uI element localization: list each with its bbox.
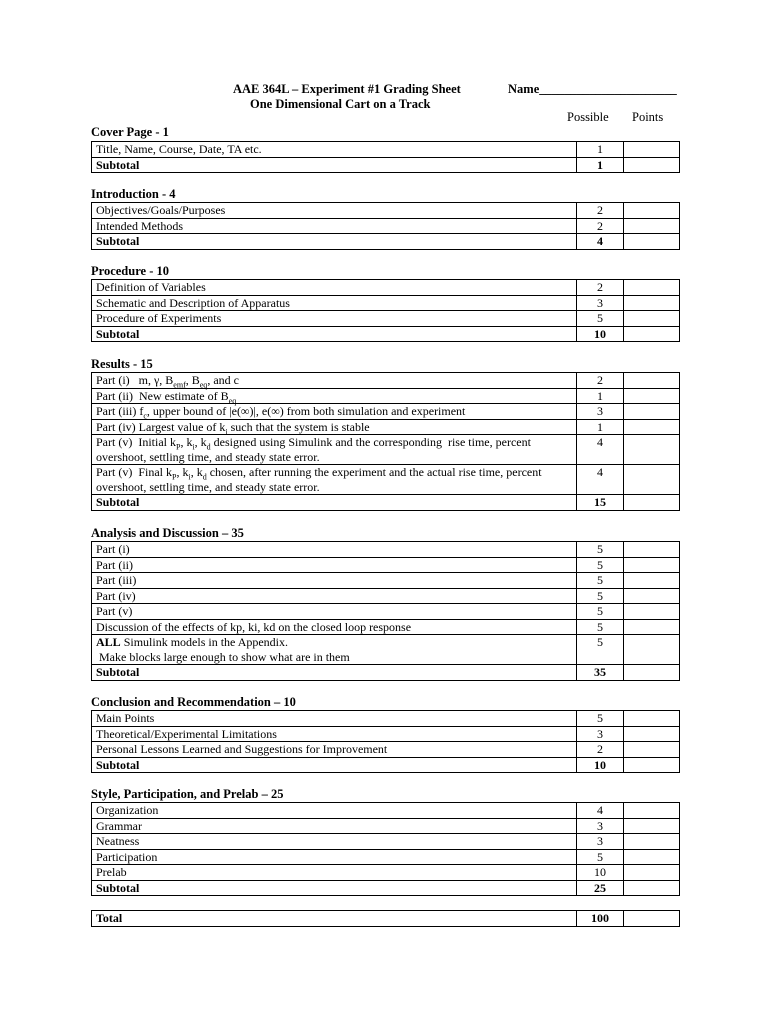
- row-label: Participation: [92, 849, 577, 865]
- row-possible: 1: [577, 388, 624, 404]
- subtotal-points-cell[interactable]: [624, 495, 680, 511]
- row-label: Definition of Variables: [92, 280, 577, 296]
- row-possible: 4: [577, 465, 624, 495]
- section-title-procedure: Procedure - 10: [91, 264, 169, 278]
- row-possible: 5: [577, 573, 624, 589]
- table-row: [92, 588, 680, 604]
- points-cell[interactable]: [624, 419, 680, 435]
- row-label: Intended Methods: [92, 218, 577, 234]
- subtotal-points-cell[interactable]: [624, 234, 680, 250]
- row-possible: 2: [577, 373, 624, 389]
- subtotal-possible: 4: [577, 234, 624, 250]
- table-row: [92, 803, 680, 819]
- subtotal-points-cell[interactable]: [624, 880, 680, 896]
- subtotal-possible: 35: [577, 665, 624, 681]
- row-possible: 5: [577, 604, 624, 620]
- row-possible: 5: [577, 849, 624, 865]
- subtotal-label: Subtotal: [92, 157, 577, 173]
- sheet-subtitle: One Dimensional Cart on a Track: [250, 97, 431, 111]
- points-cell[interactable]: [624, 142, 680, 158]
- section-title-results: Results - 15: [91, 357, 153, 371]
- table-conclusion: [91, 710, 680, 773]
- table-row: [92, 404, 680, 420]
- row-label: Procedure of Experiments: [92, 311, 577, 327]
- row-possible: 3: [577, 818, 624, 834]
- row-possible: 5: [577, 557, 624, 573]
- table-row: [92, 542, 680, 558]
- subtotal-label: Subtotal: [92, 757, 577, 773]
- row-label: Part (v): [92, 604, 577, 620]
- row-label: Organization: [92, 803, 577, 819]
- subtotal-points-cell[interactable]: [624, 326, 680, 342]
- points-cell[interactable]: [624, 849, 680, 865]
- row-label: Personal Lessons Learned and Suggestions for Improvement: [92, 742, 577, 758]
- points-cell[interactable]: [624, 373, 680, 389]
- row-possible: 4: [577, 435, 624, 465]
- table-row: [92, 573, 680, 589]
- subtotal-label: Subtotal: [92, 234, 577, 250]
- table-row: [92, 419, 680, 435]
- row-label: Part (i): [92, 542, 577, 558]
- row-possible: 2: [577, 280, 624, 296]
- subtotal-label: Subtotal: [92, 880, 577, 896]
- row-label: Part (iv): [92, 588, 577, 604]
- table-row: [92, 435, 680, 465]
- points-cell[interactable]: [624, 818, 680, 834]
- table-row: [92, 142, 680, 158]
- table-row: [92, 203, 680, 219]
- table-procedure: [91, 279, 680, 342]
- table-row: [92, 865, 680, 881]
- table-row: [92, 373, 680, 389]
- points-cell[interactable]: [624, 218, 680, 234]
- table-row: [92, 218, 680, 234]
- points-cell[interactable]: [624, 404, 680, 420]
- subtotal-label: Subtotal: [92, 326, 577, 342]
- row-possible: 5: [577, 619, 624, 635]
- total-label: Total: [92, 911, 577, 927]
- points-cell[interactable]: [624, 834, 680, 850]
- row-label: ALL Simulink models in the Appendix. Make blocks large enough to show what are in them: [92, 635, 577, 665]
- table-row: [92, 465, 680, 495]
- row-possible: 4: [577, 803, 624, 819]
- section-title-conclusion: Conclusion and Recommendation – 10: [91, 695, 296, 709]
- subtotal-row: [92, 234, 680, 250]
- points-cell[interactable]: [624, 726, 680, 742]
- points-cell[interactable]: [624, 573, 680, 589]
- table-total: [91, 910, 680, 927]
- subtotal-label: Subtotal: [92, 495, 577, 511]
- row-label: Title, Name, Course, Date, TA etc.: [92, 142, 577, 158]
- points-cell[interactable]: [624, 557, 680, 573]
- table-row: [92, 834, 680, 850]
- row-possible: 3: [577, 726, 624, 742]
- row-label: Part (iv) Largest value of $k_i$ such that the system is stable: [92, 419, 577, 435]
- row-possible: 2: [577, 742, 624, 758]
- subtotal-row: [92, 880, 680, 896]
- section-title-style-participation: Style, Participation, and Prelab – 25: [91, 787, 284, 801]
- row-label: Neatness: [92, 834, 577, 850]
- table-analysis-discussion: [91, 541, 680, 681]
- total-row: [92, 911, 680, 927]
- section-title-introduction: Introduction - 4: [91, 187, 176, 201]
- subtotal-possible: 25: [577, 880, 624, 896]
- total-possible: 100: [577, 911, 624, 927]
- subtotal-possible: 10: [577, 326, 624, 342]
- subtotal-row: [92, 495, 680, 511]
- row-label: Part (iii) $f_c$, upper bound of |e(∞)|, e(∞) from both simulation and experiment: [92, 404, 577, 420]
- table-row: [92, 388, 680, 404]
- points-cell[interactable]: [624, 388, 680, 404]
- table-row: [92, 604, 680, 620]
- subtotal-possible: 10: [577, 757, 624, 773]
- points-cell[interactable]: [624, 295, 680, 311]
- row-possible: 3: [577, 404, 624, 420]
- table-cover-page: [91, 141, 680, 173]
- table-row: [92, 742, 680, 758]
- row-label: Discussion of the effects of kp, ki, kd on the closed loop response: [92, 619, 577, 635]
- total-points-cell[interactable]: [624, 911, 680, 927]
- row-possible: 5: [577, 711, 624, 727]
- points-cell[interactable]: [624, 203, 680, 219]
- row-possible: 5: [577, 311, 624, 327]
- table-row: [92, 557, 680, 573]
- table-row: [92, 818, 680, 834]
- section-title-cover-page: Cover Page - 1: [91, 125, 169, 139]
- table-row: [92, 280, 680, 296]
- row-possible: 3: [577, 295, 624, 311]
- table-row: [92, 635, 680, 665]
- table-row: [92, 295, 680, 311]
- row-label: Part (iii): [92, 573, 577, 589]
- subtotal-possible: 1: [577, 157, 624, 173]
- subtotal-row: [92, 326, 680, 342]
- name-field-label: Name______________________: [508, 82, 677, 96]
- table-row: [92, 711, 680, 727]
- subtotal-points-cell[interactable]: [624, 157, 680, 173]
- points-cell[interactable]: [624, 588, 680, 604]
- row-label: Part (ii): [92, 557, 577, 573]
- row-label: Part (i) m, γ, $B_{emf}$, $B_{eq}$, and c: [92, 373, 577, 389]
- table-introduction: [91, 202, 680, 250]
- points-cell[interactable]: [624, 280, 680, 296]
- subtotal-row: [92, 157, 680, 173]
- subtotal-points-cell[interactable]: [624, 757, 680, 773]
- table-row: [92, 619, 680, 635]
- row-label: Grammar: [92, 818, 577, 834]
- row-possible: 10: [577, 865, 624, 881]
- row-possible: 3: [577, 834, 624, 850]
- sheet-title: AAE 364L – Experiment #1 Grading Sheet: [233, 82, 461, 96]
- row-possible: 2: [577, 203, 624, 219]
- row-possible: 1: [577, 419, 624, 435]
- points-cell[interactable]: [624, 311, 680, 327]
- subtotal-label: Subtotal: [92, 665, 577, 681]
- column-header-points: Points: [632, 110, 664, 124]
- points-cell[interactable]: [624, 635, 680, 665]
- subtotal-possible: 15: [577, 495, 624, 511]
- subtotal-points-cell[interactable]: [624, 665, 680, 681]
- table-row: [92, 311, 680, 327]
- points-cell[interactable]: [624, 865, 680, 881]
- points-cell[interactable]: [624, 619, 680, 635]
- row-possible: 5: [577, 635, 624, 665]
- subtotal-row: [92, 757, 680, 773]
- points-cell[interactable]: [624, 742, 680, 758]
- points-cell[interactable]: [624, 604, 680, 620]
- row-possible: 2: [577, 218, 624, 234]
- subtotal-row: [92, 665, 680, 681]
- points-cell[interactable]: [624, 803, 680, 819]
- row-possible: 5: [577, 588, 624, 604]
- table-style-participation: [91, 802, 680, 896]
- row-label: Main Points: [92, 711, 577, 727]
- points-cell[interactable]: [624, 542, 680, 558]
- row-label: Objectives/Goals/Purposes: [92, 203, 577, 219]
- row-possible: 1: [577, 142, 624, 158]
- points-cell[interactable]: [624, 711, 680, 727]
- column-header-possible: Possible: [567, 110, 609, 124]
- points-cell[interactable]: [624, 435, 680, 465]
- row-label: Schematic and Description of Apparatus: [92, 295, 577, 311]
- row-label: Part (v) Final $k_P$, $k_i$, $k_d$ chosen, after running the experiment and the actual rise time, percent overshoot, settling time, and steady state error.: [92, 465, 577, 495]
- row-possible: 5: [577, 542, 624, 558]
- row-label: Part (ii) New estimate of $B_{eq}$: [92, 388, 577, 404]
- table-row: [92, 849, 680, 865]
- row-label: Theoretical/Experimental Limitations: [92, 726, 577, 742]
- section-title-analysis-discussion: Analysis and Discussion – 35: [91, 526, 244, 540]
- row-label: Part (v) Initial $k_P$, $k_i$, $k_d$ designed using Simulink and the corresponding rise time, percent overshoot, settling time, and steady state error.: [92, 435, 577, 465]
- table-row: [92, 726, 680, 742]
- table-results: [91, 372, 680, 511]
- row-label: Prelab: [92, 865, 577, 881]
- points-cell[interactable]: [624, 465, 680, 495]
